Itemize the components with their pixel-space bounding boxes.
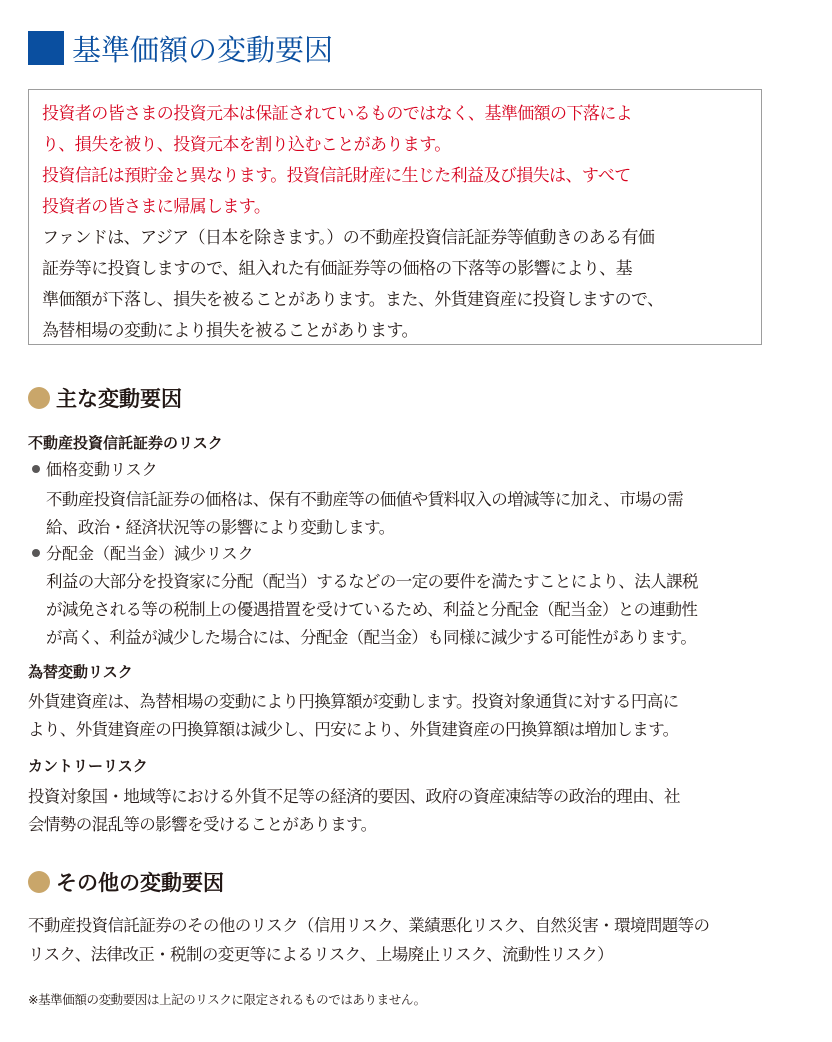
price-risk-label: 価格変動リスク (46, 460, 158, 479)
notice-red-line: 投資信託は預貯金と異なります。投資信託財産に生じた利益及び損失は、すべて (42, 166, 631, 186)
country-risk-text: 会情勢の混乱等の影響を受けることがあります。 (28, 815, 377, 834)
dividend-risk-text: 利益の大部分を投資家に分配（配当）するなどの一定の要件を満たすことにより、法人課税 (46, 572, 698, 591)
notice-red-line: 投資者の皆さまの投資元本は保証されているものではなく、基準価額の下落によ (42, 104, 633, 124)
fx-risk-text: 外貨建資産は、為替相場の変動により円換算額が変動します。投資対象通貨に対する円高に (28, 692, 679, 711)
dividend-risk-text: が減免される等の税制上の優遇措置を受けているため、利益と分配金（配当金）との連動性 (46, 600, 698, 619)
other-factors-heading (28, 864, 224, 900)
notice-line: 準価額が下落し、損失を被ることがあります。また、外貨建資産に投資しますので、 (42, 290, 664, 310)
notice-red-line: り、損失を被り、投資元本を割り込むことがあります。 (42, 135, 451, 155)
price-risk-text: 給、政治・経済状況等の影響により変動します。 (46, 518, 395, 537)
notice-line: 証券等に投資しますので、組入れた有価証券等の価格の下落等の影響により、基 (42, 259, 633, 279)
title-square-icon (28, 31, 64, 65)
dividend-risk-label: 分配金（配当金）減少リスク (46, 544, 254, 563)
main-factors-heading (28, 380, 182, 416)
page-title-row (28, 28, 333, 68)
other-factors-text: 不動産投資信託証券のその他のリスク（信用リスク、業績悪化リスク、自然災害・環境問題等の (28, 916, 710, 935)
price-risk-item (32, 457, 158, 480)
notice-line: 為替相場の変動により損失を被ることがあります。 (42, 321, 418, 341)
dividend-risk-item (32, 541, 254, 564)
country-risk-text: 投資対象国・地域等における外貨不足等の経済的要因、政府の資産凍結等の政治的理由、社 (28, 787, 680, 806)
dividend-risk-text: が高く、利益が減少した場合には、分配金（配当金）も同様に減少する可能性があります。 (46, 628, 697, 647)
bullet-icon (32, 549, 40, 557)
section-title: 主な変動要因 (56, 387, 182, 411)
notice-red-line: 投資者の皆さまに帰属します。 (42, 197, 271, 217)
gold-bullet-icon (28, 387, 50, 409)
other-factors-text: リスク、法律改正・税制の変更等によるリスク、上場廃止リスク、流動性リスク） (28, 945, 614, 964)
price-risk-text: 不動産投資信託証券の価格は、保有不動産等の価値や賃料収入の増減等に加え、市場の需 (46, 490, 683, 509)
risk-notice-box (28, 89, 762, 345)
section-title: その他の変動要因 (56, 871, 224, 895)
fx-risk-heading: 為替変動リスク (28, 663, 133, 681)
fx-risk-text: より、外貨建資産の円換算額は減少し、円安により、外貨建資産の円換算額は増加します。 (28, 720, 679, 739)
footnote: ※基準価額の変動要因は上記のリスクに限定されるものではありません。 (28, 992, 426, 1007)
country-risk-heading: カントリーリスク (28, 757, 148, 775)
reit-risk-heading: 不動産投資信託証券のリスク (28, 434, 223, 452)
notice-line: ファンドは、アジア（日本を除きます。）の不動産投資信託証券等値動きのある有価 (42, 228, 655, 248)
bullet-icon (32, 465, 40, 473)
gold-bullet-icon (28, 871, 50, 893)
page-title: 基準価額の変動要因 (72, 32, 334, 67)
